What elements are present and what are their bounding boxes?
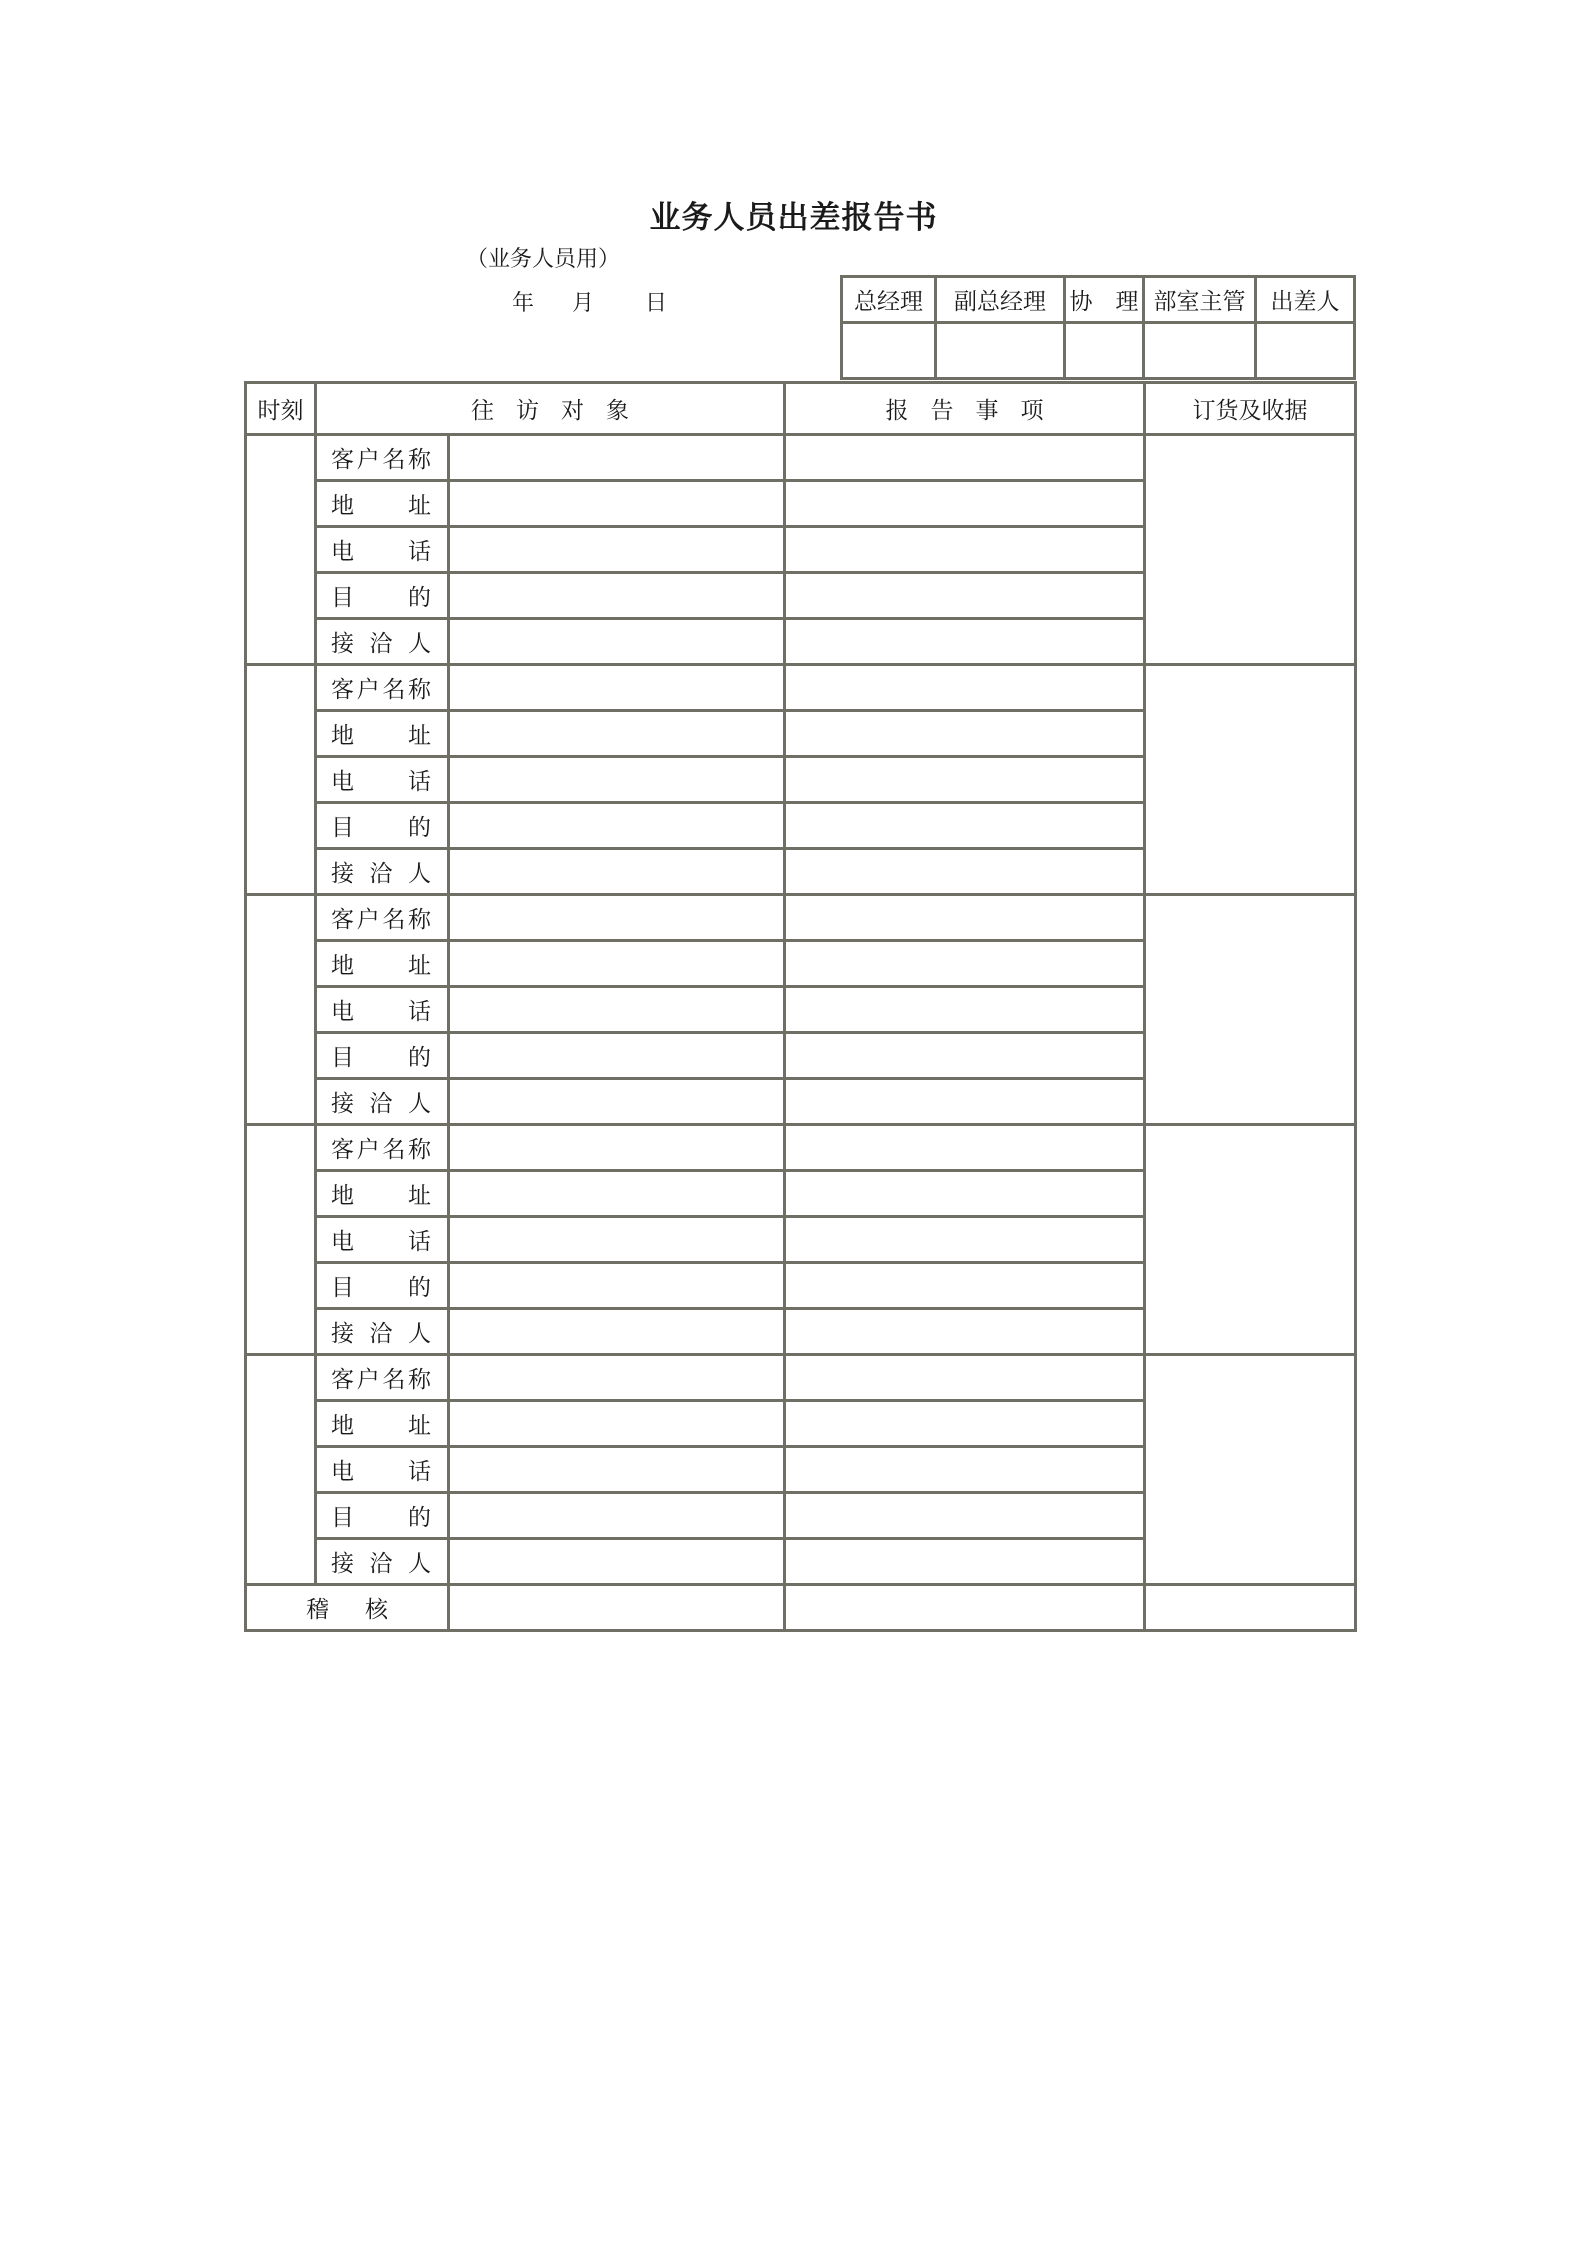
row-label-purpose [316,1033,449,1079]
visit-target-input-cell[interactable] [449,665,785,711]
row-label-char: 人 [408,1551,431,1577]
row-label-char: 客 [331,907,354,933]
row-label-address [316,481,449,527]
report-items-input-cell[interactable] [785,573,1145,619]
row-label-char: 话 [408,769,431,795]
report-items-input-cell[interactable] [785,1217,1145,1263]
row-label-text [331,717,431,750]
approval-header-deputy-general-manager: 副总经理 [936,277,1065,323]
report-items-input-cell[interactable] [785,481,1145,527]
row-label-text [331,441,431,474]
report-items-input-cell[interactable] [785,1355,1145,1401]
orders-receipts-cell[interactable] [1145,1355,1356,1585]
visit-target-input-cell[interactable] [449,1033,785,1079]
row-label-char: 户 [356,1137,380,1163]
time-cell[interactable] [246,665,316,895]
visit-target-input-cell[interactable] [449,987,785,1033]
approval-header-traveler: 出差人 [1256,277,1355,323]
visit-target-input-cell[interactable] [449,757,785,803]
visit-target-input-cell[interactable] [449,711,785,757]
row-label-text [331,1131,431,1164]
report-items-input-cell[interactable] [785,849,1145,895]
row-label-char: 称 [407,677,431,703]
row-label-purpose [316,1493,449,1539]
date-day-label: 日 [645,291,668,316]
row-label-char: 目 [331,1505,354,1531]
orders-receipts-cell[interactable] [1145,435,1356,665]
signature-cell-general-manager[interactable] [842,323,936,379]
table-row [246,665,1356,711]
visit-target-input-cell[interactable] [449,435,785,481]
report-items-input-cell[interactable] [785,435,1145,481]
time-cell[interactable] [246,1125,316,1355]
row-label-char: 客 [331,1137,354,1163]
row-label-contact-person [316,1539,449,1585]
visit-target-input-cell[interactable] [449,1401,785,1447]
row-label-char: 电 [331,1229,354,1255]
report-items-input-cell[interactable] [785,1493,1145,1539]
report-items-input-cell[interactable] [785,1539,1145,1585]
visit-target-input-cell[interactable] [449,1171,785,1217]
row-label-char: 地 [331,1413,354,1439]
header-time: 时刻 [246,383,316,435]
row-label-purpose [316,803,449,849]
visit-target-input-cell[interactable] [449,849,785,895]
row-label-text [331,1499,431,1532]
report-items-input-cell[interactable] [785,895,1145,941]
time-cell[interactable] [246,1355,316,1585]
row-label-char: 接 [331,631,354,657]
row-label-purpose [316,1263,449,1309]
row-label-char: 址 [408,493,431,519]
report-items-input-cell[interactable] [785,1263,1145,1309]
row-label-char: 址 [408,1183,431,1209]
row-label-char: 接 [331,1091,354,1117]
table-header-row [246,383,1356,435]
row-label-char: 名 [382,447,406,473]
report-items-input-cell[interactable] [785,1447,1145,1493]
report-items-input-cell[interactable] [785,1171,1145,1217]
row-label-char: 址 [408,953,431,979]
visit-target-input-cell[interactable] [449,803,785,849]
header-report-items-label: 报告事项 [885,398,1066,424]
visit-target-input-cell[interactable] [449,1447,785,1493]
report-items-input-cell[interactable] [785,1033,1145,1079]
row-label-char: 目 [331,815,354,841]
audit-label-cell [246,1585,449,1631]
row-label-char: 的 [408,585,431,611]
row-label-customer-name [316,435,449,481]
row-label-address [316,1401,449,1447]
signature-cell-traveler[interactable] [1256,323,1355,379]
row-label-char: 话 [408,1229,431,1255]
row-label-char: 称 [407,447,431,473]
row-label-char: 名 [382,1137,406,1163]
signature-cell-deputy-general-manager[interactable] [936,323,1065,379]
row-label-char: 名 [382,677,406,703]
date-month-label: 月 [572,291,595,316]
visit-target-input-cell[interactable] [449,1493,785,1539]
header-report-items [785,383,1145,435]
row-label-address [316,941,449,987]
row-label-text [331,1039,431,1072]
row-label-text [331,809,431,842]
row-label-phone [316,1217,449,1263]
row-label-char: 洽 [369,861,393,887]
row-label-char: 地 [331,953,354,979]
row-label-char: 称 [407,907,431,933]
report-items-input-cell[interactable] [785,757,1145,803]
audit-report-cell[interactable] [785,1585,1145,1631]
audit-label: 稽核 [306,1597,424,1623]
report-items-input-cell[interactable] [785,711,1145,757]
row-label-char: 接 [331,1321,354,1347]
audit-order-cell[interactable] [1145,1585,1356,1631]
header-visit-target-label: 往访对象 [471,398,651,424]
row-label-char: 客 [331,677,354,703]
approval-header-department-head: 部室主管 [1144,277,1256,323]
row-label-char: 话 [408,999,431,1025]
row-label-phone [316,527,449,573]
row-label-char: 户 [356,907,380,933]
report-items-input-cell[interactable] [785,803,1145,849]
visit-target-input-cell[interactable] [449,1079,785,1125]
trip-report-table [244,381,1357,1632]
visit-target-input-cell[interactable] [449,527,785,573]
row-label-char: 地 [331,723,354,749]
row-label-text [331,901,431,934]
date-year-label: 年 [512,291,535,316]
row-label-phone [316,757,449,803]
orders-receipts-cell[interactable] [1145,1125,1356,1355]
row-label-text [331,1269,431,1302]
table-row [246,895,1356,941]
row-label-char: 人 [408,1091,431,1117]
time-cell[interactable] [246,435,316,665]
visit-target-input-cell[interactable] [449,895,785,941]
document-title: 业务人员出差报告书 [649,200,938,236]
report-items-input-cell[interactable] [785,941,1145,987]
report-items-input-cell[interactable] [785,619,1145,665]
visit-target-input-cell[interactable] [449,941,785,987]
row-label-char: 址 [408,1413,431,1439]
row-label-char: 的 [408,1045,431,1071]
row-label-char: 洽 [369,631,393,657]
approval-signature-table [840,275,1356,380]
row-label-char: 户 [356,677,380,703]
table-row [246,435,1356,481]
row-label-text [331,1315,431,1348]
row-label-char: 人 [408,631,431,657]
row-label-text [331,579,431,612]
row-label-text [331,1453,431,1486]
row-label-text [331,1177,431,1210]
orders-receipts-cell[interactable] [1145,895,1356,1125]
visit-target-input-cell[interactable] [449,1263,785,1309]
row-label-text [331,487,431,520]
row-label-text [331,1545,431,1578]
header-visit-target [316,383,785,435]
report-items-input-cell[interactable] [785,987,1145,1033]
row-label-char: 称 [407,1367,431,1393]
row-label-customer-name [316,1125,449,1171]
visit-target-input-cell[interactable] [449,619,785,665]
visit-target-input-cell[interactable] [449,573,785,619]
signature-cell-department-head[interactable] [1144,323,1256,379]
row-label-char: 电 [331,769,354,795]
row-label-char: 电 [331,539,354,565]
row-label-char: 地 [331,1183,354,1209]
signature-cell-assistant-manager[interactable] [1065,323,1144,379]
row-label-char: 人 [408,861,431,887]
row-label-text [331,533,431,566]
row-label-char: 客 [331,447,354,473]
row-label-char: 人 [408,1321,431,1347]
row-label-char: 称 [407,1137,431,1163]
document-subtitle: （业务人员用） [466,247,621,272]
row-label-char: 洽 [369,1321,393,1347]
row-label-char: 的 [408,815,431,841]
visit-target-input-cell[interactable] [449,1355,785,1401]
row-label-char: 的 [408,1505,431,1531]
row-label-contact-person [316,1079,449,1125]
row-label-text [331,855,431,888]
row-label-text [331,625,431,658]
row-label-char: 的 [408,1275,431,1301]
row-label-char: 址 [408,723,431,749]
approval-header-assistant-manager: 协 理 [1065,277,1144,323]
row-label-text [331,1223,431,1256]
row-label-char: 客 [331,1367,354,1393]
row-label-char: 电 [331,1459,354,1485]
visit-target-input-cell[interactable] [449,1125,785,1171]
table-row [246,1355,1356,1401]
time-cell[interactable] [246,895,316,1125]
row-label-contact-person [316,1309,449,1355]
report-items-input-cell[interactable] [785,1125,1145,1171]
row-label-char: 接 [331,861,354,887]
report-items-input-cell[interactable] [785,527,1145,573]
row-label-char: 电 [331,999,354,1025]
row-label-address [316,1171,449,1217]
row-label-char: 户 [356,447,380,473]
row-label-text [331,1361,431,1394]
audit-visit-cell[interactable] [449,1585,785,1631]
row-label-char: 目 [331,585,354,611]
row-label-customer-name [316,665,449,711]
row-label-char: 名 [382,907,406,933]
row-label-contact-person [316,619,449,665]
row-label-char: 话 [408,539,431,565]
row-label-char: 话 [408,1459,431,1485]
row-label-text [331,763,431,796]
report-items-input-cell[interactable] [785,1079,1145,1125]
row-label-char: 户 [356,1367,380,1393]
report-items-input-cell[interactable] [785,1309,1145,1355]
row-label-char: 名 [382,1367,406,1393]
row-label-text [331,1085,431,1118]
visit-target-input-cell[interactable] [449,1217,785,1263]
report-items-input-cell[interactable] [785,665,1145,711]
row-label-text [331,947,431,980]
row-label-address [316,711,449,757]
row-label-purpose [316,573,449,619]
row-label-char: 接 [331,1551,354,1577]
row-label-text [331,993,431,1026]
report-items-input-cell[interactable] [785,1401,1145,1447]
row-label-char: 目 [331,1275,354,1301]
row-label-customer-name [316,1355,449,1401]
row-label-char: 地 [331,493,354,519]
approval-header-general-manager: 总经理 [842,277,936,323]
row-label-customer-name [316,895,449,941]
orders-receipts-cell[interactable] [1145,665,1356,895]
row-label-contact-person [316,849,449,895]
row-label-char: 洽 [369,1551,393,1577]
row-label-phone [316,987,449,1033]
visit-target-input-cell[interactable] [449,481,785,527]
row-label-text [331,1407,431,1440]
table-row [246,1125,1356,1171]
audit-row [246,1585,1356,1631]
header-orders-receipts: 订货及收据 [1145,383,1356,435]
visit-target-input-cell[interactable] [449,1309,785,1355]
row-label-char: 洽 [369,1091,393,1117]
row-label-phone [316,1447,449,1493]
row-label-text [331,671,431,704]
visit-target-input-cell[interactable] [449,1539,785,1585]
row-label-char: 目 [331,1045,354,1071]
